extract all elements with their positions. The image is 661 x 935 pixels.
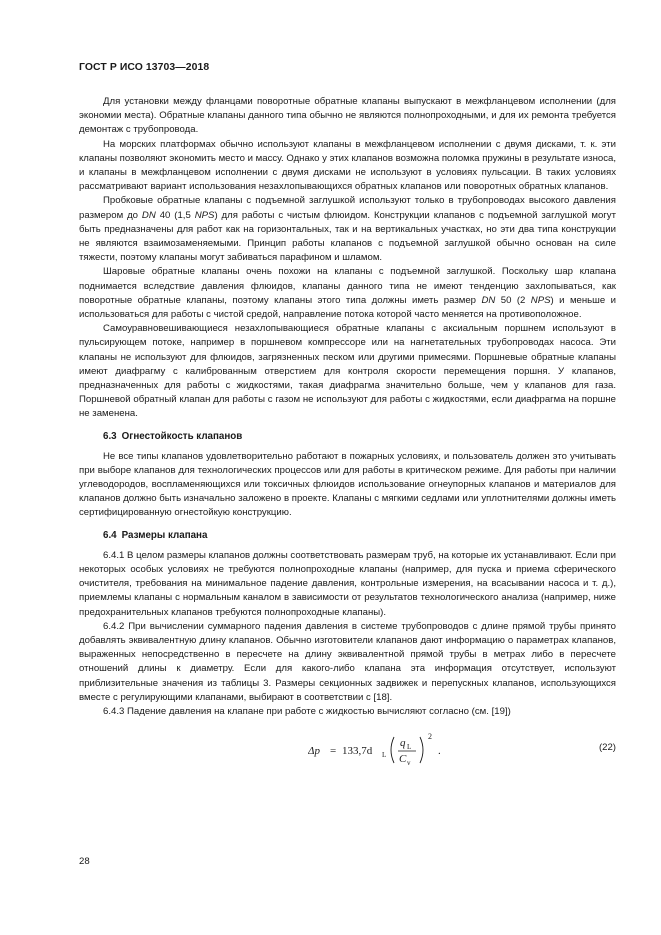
formula-denominator-sub: v <box>407 759 411 768</box>
formula-equals: = <box>330 745 337 758</box>
formula-denominator: C <box>399 753 407 766</box>
text-segment: ) и меньше и использоваться для работы с чистой средой, направление потока которой часто меняется на противоположное. <box>79 294 616 321</box>
formula-coefficient: 133,7d <box>342 745 373 758</box>
section-heading-6-3 <box>79 430 616 443</box>
text-segment: Шаровые обратные клапаны очень похожи на клапаны с подъемной заглушкой. Поскольку шар клапана поднимается вследствие давления флюидов, клапаны данного типа не имеют тенденцию захлопываться, как поворотные обратные клапаны, поэтому клапаны этого типа должны иметь размер <box>79 266 616 306</box>
pressure-drop-formula <box>308 729 508 769</box>
paragraph-plug-check-valves <box>79 194 616 265</box>
paragraph-wafer-check-valves: Для установки между фланцами поворотные обратные клапаны выпускают в межфланцевом исполнении (для экономии места). Обратные клапаны данного типа обычно не являются полнопроходными, и для их ремонта требуется демонтаж с трубопровода. <box>79 96 616 136</box>
document-header: ГОСТ Р ИСО 13703—2018 <box>79 62 210 73</box>
page-content <box>79 95 616 769</box>
dn-abbrev: DN <box>481 294 496 306</box>
text-segment: 40 (1,5 <box>155 209 195 221</box>
paragraph-6-4-1: 6.4.1 В целом размеры клапанов должны соответствовать размерам труб, на которые их устанавливают. Если при некоторых особых условиях не требуются полнопроходные клапаны (например, для пуска и приема сферического очистителя, требования на минимальное падение давления, контрольные измерения, на всасывании насоса и т. д.), приемлемы клапаны с нормальным каналом в зависимости от результатов технологического анализа (например, ниже предохранительных клапанов требуются полнопроходные клапаны). <box>79 549 616 618</box>
paragraph-fire-resistance: Не все типы клапанов удовлетворительно работают в пожарных условиях, и пользователь должен это учитывать при выборе клапанов для технологических процессов или для работы в критическом режиме. Для работы при наличии углеводородов, воспламеняющихся или токсичных флюидов использование огнеупорных клапанов и материалов для клапанов должно быть изначально заложено в проекте. Клапаны с мягкими седлами или уплотнителями должны иметь сертифицированную огнестойкую конструкцию. <box>79 450 616 519</box>
nps-abbrev: NPS <box>530 294 551 306</box>
formula-coefficient-sub: L <box>382 751 387 760</box>
left-paren <box>391 737 394 763</box>
formula-numerator: q <box>400 737 406 750</box>
section-number: 6.4 <box>103 529 117 541</box>
formula-tail: . <box>438 745 441 758</box>
formula-lhs: Δp <box>308 745 320 758</box>
text-segment: Пробковые обратные клапаны с подъемной заглушкой используют только в трубопроводах высокого давления размером до <box>79 195 616 221</box>
paragraph-6-4-3: 6.4.3 Падение давления на клапане при работе с жидкостью вычисляют согласно (см. [19]) <box>103 705 511 717</box>
formula-numerator-sub: L <box>407 743 412 752</box>
formula-exponent: 2 <box>428 732 432 742</box>
paragraph-6-4-2: 6.4.2 При вычислении суммарного падения давления в системе трубопроводов с длине прямой трубы принято добавлять эквивалентную длину клапанов. Обычно изготовители клапанов дают информацию о параметрах клапанов, выраженных непосредственно в пересчете на длину эквивалентной прямой трубы в метрах либо в пересчете отношений длины к диаметру. Если для какого-либо клапана эта информация отсутствует, используют приблизительные значения из таблицы 3. Размеры секционных задвижек и перепускных клапанов, использующихся вместе с регулирующими клапанами, выбирают в соответствии с [18]. <box>79 620 616 703</box>
section-number: 6.3 <box>103 430 117 442</box>
text-segment: ) для работы с чистым флюидом. Конструкции клапанов с подъемной заглушкой могут быть предназначены для работ как на горизонтальных, так и на вертикальных участках, но эти два типа конструкции не являются взаимозаменяемыми. Принцип работы клапанов с подъемной заглушкой обычно основан на силе тяжести, поэтому клапаны могут забиваться парафином и шламом. <box>79 209 616 264</box>
paragraph-ball-check-valves <box>79 265 616 322</box>
paragraph-offshore-platforms: На морских платформах обычно используют клапаны в межфланцевом исполнении с двумя дисками, т. к. эти клапаны позволяют экономить место и массу. Однако у этих клапанов возможна поломка пружины в результате износа, и клапаны в межфланцевом исполнении с двумя дисками не используют в условиях пульсации. В таких условиях рассматривают вариант использования незахлопывающихся обратных клапанов или поворотных обратных клапанов. <box>79 138 616 193</box>
section-title: Размеры клапана <box>121 529 208 541</box>
paragraph-piston-check-valves: Самоуравновешивающиеся незахлопывающиеся обратные клапаны с аксиальным поршнем используют в пульсирующем потоке, например в поршневом компрессоре или на нагнетательных трубопроводах насоса. Эти клапаны не используют для флюидов, загрязненных песком или другими примесями. Поршневые обратные клапаны имеют диафрагму с калиброванным отверстием для контроля скорости перемещения поршня. У клапанов, предназначенных для работы с жидкостями, такая диафрагма значительно больше, чем у клапанов для газа. Поршневой обратный клапан для работы с газом не используют для работы с жидкостями, если диафрагма на поршне не заменена. <box>79 323 616 420</box>
right-paren <box>420 737 423 763</box>
section-heading-6-4 <box>79 529 616 542</box>
formula-block <box>79 729 616 769</box>
text-segment: 50 (2 <box>495 294 531 306</box>
section-title: Огнестойкость клапанов <box>121 430 243 442</box>
equation-number: (22) <box>598 742 616 754</box>
dn-abbrev: DN <box>141 209 156 221</box>
page-number: 28 <box>79 856 90 867</box>
nps-abbrev: NPS <box>194 209 215 221</box>
